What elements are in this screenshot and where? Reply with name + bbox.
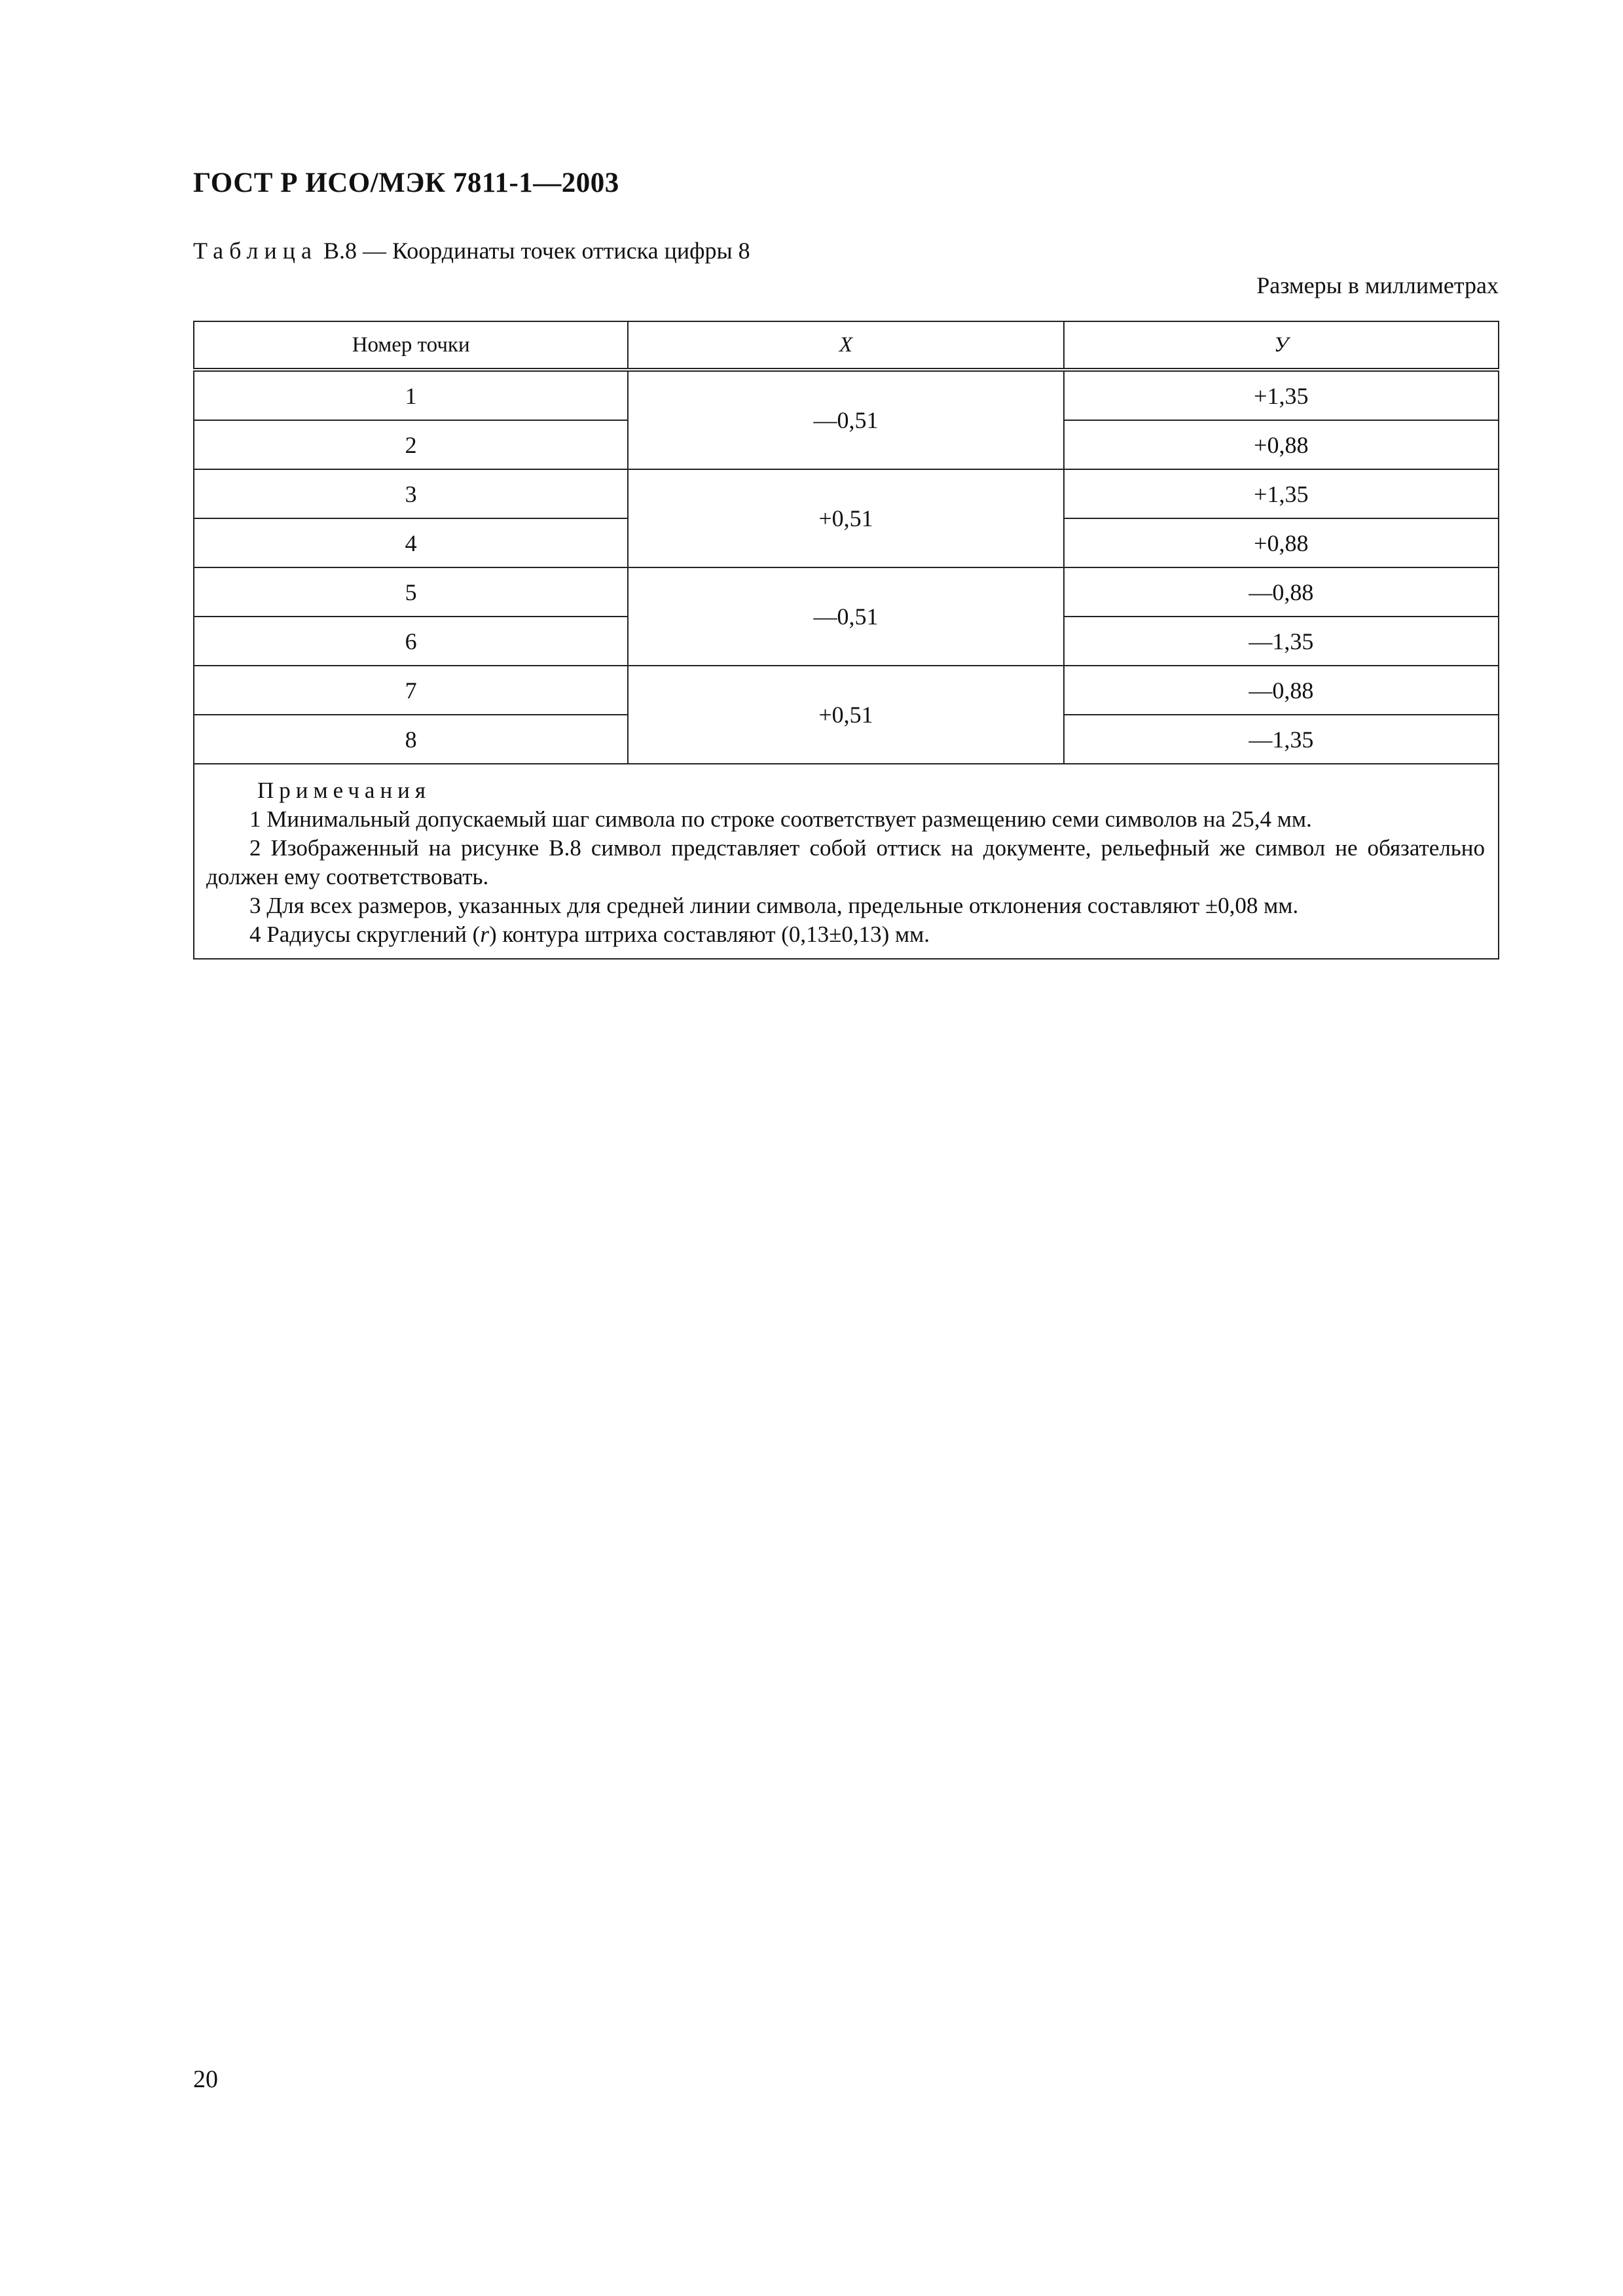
note-3: 3 Для всех размеров, указанных для средней линии символа, предельные отклонения составляют ±0,08 мм. [249, 893, 1299, 918]
document-title: ГОСТ Р ИСО/МЭК 7811-1—2003 [193, 168, 619, 198]
cell-x: +0,51 [628, 666, 1063, 764]
cell-y: —1,35 [1064, 617, 1499, 666]
table-caption [193, 237, 750, 264]
cell-point: 5 [194, 567, 628, 617]
cell-x: —0,51 [628, 567, 1063, 666]
cell-point: 1 [194, 370, 628, 420]
cell-x: —0,51 [628, 370, 1063, 469]
cell-point: 6 [194, 617, 628, 666]
note-4-before: 4 Радиусы скруглений ( [249, 922, 481, 947]
coordinates-table [193, 321, 1499, 960]
cell-y: —1,35 [1064, 715, 1499, 764]
cell-y: —0,88 [1064, 666, 1499, 715]
table-caption-text: В.8 — Координаты точек оттиска цифры 8 [317, 238, 750, 264]
table-row [194, 666, 1499, 715]
cell-y: +0,88 [1064, 518, 1499, 567]
cell-x: +0,51 [628, 469, 1063, 567]
table-row [194, 469, 1499, 518]
notes-title: Примечания [257, 778, 431, 803]
cell-point: 7 [194, 666, 628, 715]
cell-point: 2 [194, 420, 628, 469]
header-x: X [628, 321, 1063, 370]
table-caption-label: Таблица [193, 238, 318, 264]
cell-point: 3 [194, 469, 628, 518]
note-4 [206, 920, 1485, 949]
table-header-row [194, 321, 1499, 370]
note-2: 2 Изображенный на рисунке В.8 символ представляет собой оттиск на документе, рельефный же символ не обязательно должен ему соответствовать. [206, 835, 1485, 889]
table-row [194, 370, 1499, 420]
header-y: У [1064, 321, 1499, 370]
note-1: 1 Минимальный допускаемый шаг символа по строке соответствует размещению семи символов на 25,4 мм. [249, 806, 1312, 832]
units-label: Размеры в миллиметрах [1256, 272, 1499, 298]
notes-row [194, 764, 1499, 959]
note-4-symbol: r [480, 922, 489, 947]
header-point-number: Номер точки [194, 321, 628, 370]
cell-y: —0,88 [1064, 567, 1499, 617]
cell-point: 4 [194, 518, 628, 567]
notes-cell [194, 764, 1499, 959]
note-4-after: ) контура штриха составляют (0,13±0,13) мм. [488, 922, 930, 947]
cell-y: +1,35 [1064, 370, 1499, 420]
table-row [194, 567, 1499, 617]
cell-y: +1,35 [1064, 469, 1499, 518]
page-number: 20 [193, 2066, 218, 2093]
cell-point: 8 [194, 715, 628, 764]
cell-y: +0,88 [1064, 420, 1499, 469]
